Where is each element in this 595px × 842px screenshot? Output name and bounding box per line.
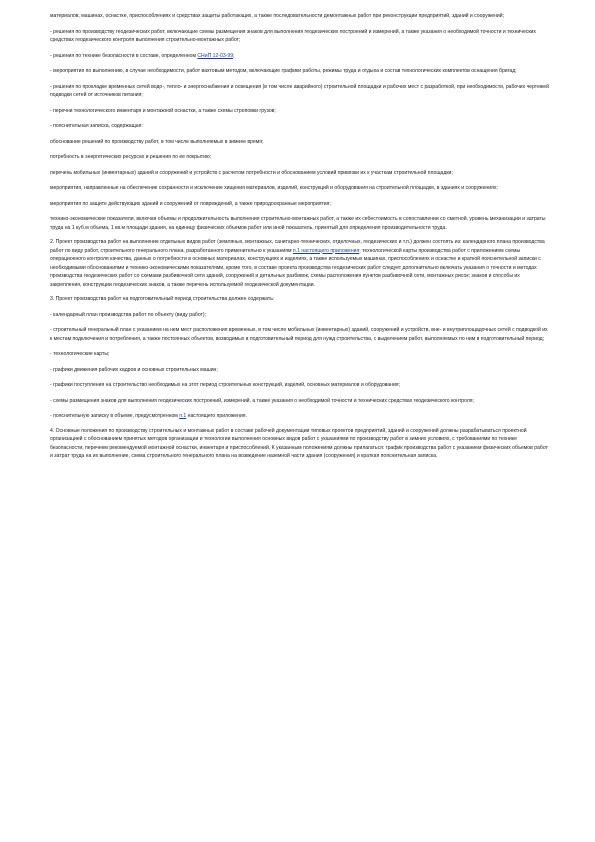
paragraph-justification: обоснование решений по производству работ, в том числе выполняемых в зимнее время; [50, 138, 264, 145]
paragraph-supply-schedule: - графики поступления на строительство необходимых на этот период строительных конструкций, изделий, основных материалов и оборудования; [50, 382, 400, 388]
paragraph-safekeeping: мероприятия, направленные на обеспечение сохранности и исключение хищения материалов, изделий, конструкций и оборудования на строительной площадке, в зданиях и сооружениях; [50, 185, 498, 191]
paragraph-protection: мероприятия по защите действующих зданий и сооружений от повреждений, а также природоохранные мероприятия; [50, 200, 331, 207]
paragraph-inventory-list: - перечни технологического инвентаря и монтажной оснастки, а также схемы строповки грузов; [50, 107, 276, 114]
section-2-text: 2. Проект производства работ на выполнение отдельных видов работ (земляных, монтажных, санитарно-технических, отделочных, геодезических и т.п.) должен состоять из: календарного плана производства работ по виду работ, строительного генерального плана, разработанного применительно к указаниям [50, 239, 545, 254]
paragraph-staff-schedule: - графики движения рабочих кадров и основных строительных машин; [50, 366, 218, 373]
paragraph-materials: материалов, машинах, оснастке, приспособлениях и средствах защиты работающих, а также последовательности демонтажных работ при реконструкции предприятий, зданий и сооружений; [50, 13, 504, 19]
paragraph-section-3: 3. Проект производства работ на подготовительный период строительства должен содержать: [50, 296, 275, 302]
safety-text: - решения по технике безопасности в составе, определенном [50, 52, 198, 59]
paragraph-note-volume [50, 412, 550, 421]
snip-link[interactable]: СНиП 12-03-99 [197, 52, 234, 59]
paragraph-energy-needs: потребность в энергетических ресурсах и решения по ее покрытию; [50, 154, 212, 160]
paragraph-general-plan: - строительный генеральный план с указанием на нем мест расположения временных, в том числе мобильных (инвентарных) зданий, сооружений и устройств, вне- и внутриплощадочных сетей с подводкой их к местам подключения и потребления, а также постоянных объектов, возводимых в подготовительный период для нужд строительства, с выделением работ, выполняемых по ним в подготовительный период; [50, 327, 548, 342]
note-volume-text: - пояснительную записку в объеме, предусмотренном [50, 413, 180, 419]
paragraph-tech-economic: технико-экономические показатели, включая объемы и продолжительность выполнения строительно-монтажных работ, а также их себестоимость в сопоставлении со сметной, уровень механизации и затраты труда на 1 куб.м объема, 1 кв.м площади здания, на единицу физических объемов работ или иной показатель, принятый для определения производительности труда. [50, 216, 546, 231]
paragraph-geodetic-solutions: - решения по производству геодезических работ, включающие схемы размещения знаков для выполнения геодезических построений и измерений, а также указания о необходимой точности и технических средствах геодезического контроля выполнения строительно-монтажных работ; [50, 28, 536, 43]
note-volume-text-end: настоящего приложения. [186, 413, 247, 419]
appendix-point-1-link[interactable]: п.1 настоящего приложения [292, 247, 360, 254]
section-2-text-end: ; технологической карты производства работ с приложением схемы операционного контроля качества, данных о потребности в основных материалах, конструкциях и изделиях, а также используемых машинах, приспособлениях и оснастке и краткой пояснительной записки с необходимыми обоснованиями и технико-экономическими показателями, кроме того, в составе проекта производства геодезических работ следует дополнительно включать указания о точности и методах производства геодезических работ со схемами разбивочной сети зданий, сооружений и детальных разбивок, схемы расположения пунктов разбивочной сети, монтажных рисок; знаков и способы их закрепления, конструкции геодезических знаков, а также перечень используемой геодезической документации. [50, 247, 541, 288]
paragraph-tech-cards: - технологические карты; [50, 351, 110, 357]
paragraph-rotation-method: - мероприятия по выполнению, в случае необходимости, работ вахтовым методом, включающие графики работы, режимы труда и отдыха и состав технологических комплектов оснащения бригад; [50, 68, 517, 74]
document-page [50, 0, 550, 461]
point-1-link[interactable]: п.1 [179, 413, 187, 419]
paragraph-geodetic-marks: - схемы размещения знаков для выполнения геодезических построений, измерений, а также указания о необходимой точности и технических средствах геодезического контроля; [50, 397, 474, 404]
paragraph-section-2 [50, 238, 550, 289]
paragraph-safety-solutions [50, 52, 550, 61]
safety-text-end: ; [233, 52, 235, 59]
paragraph-calendar-plan: - календарный план производства работ по объекту (виду работ); [50, 311, 207, 318]
paragraph-explanatory-note: - пояснительная записка, содержащая: [50, 123, 143, 129]
paragraph-section-4: 4. Основные положения по производству строительных и монтажных работ в составе рабочей документации типовых проектов предприятий, зданий и сооружений должны разрабатываться проектной организацией с обоснованием принятых методов организации и технологии выполнения основных видов работ с указаниями по производству работ в зимних условиях, с требованиями по технике безопасности, перечнем рекомендуемой монтажной оснастки, инвентаря и приспособлений. К указанным положениям должны прилагаться: график производства работ с указанием физических объемов работ и затрат труда на их выполнение, схема строительного генерального плана на возведение наземной части здания (сооружения) и краткая пояснительная записка. [50, 427, 548, 459]
paragraph-temporary-networks: - решения по прокладке временных сетей водо-, тепло- и энергоснабжения и освещения (в том числе аварийного) строительной площадки и рабочих мест с разработкой, при необходимости, рабочих чертежей подводки сетей от источников питания; [50, 83, 549, 98]
paragraph-mobile-buildings: перечень мобильных (инвентарных) зданий и сооружений и устройств с расчетом потребности и обоснованием условий привязки их к участкам строительной площадки; [50, 169, 453, 176]
